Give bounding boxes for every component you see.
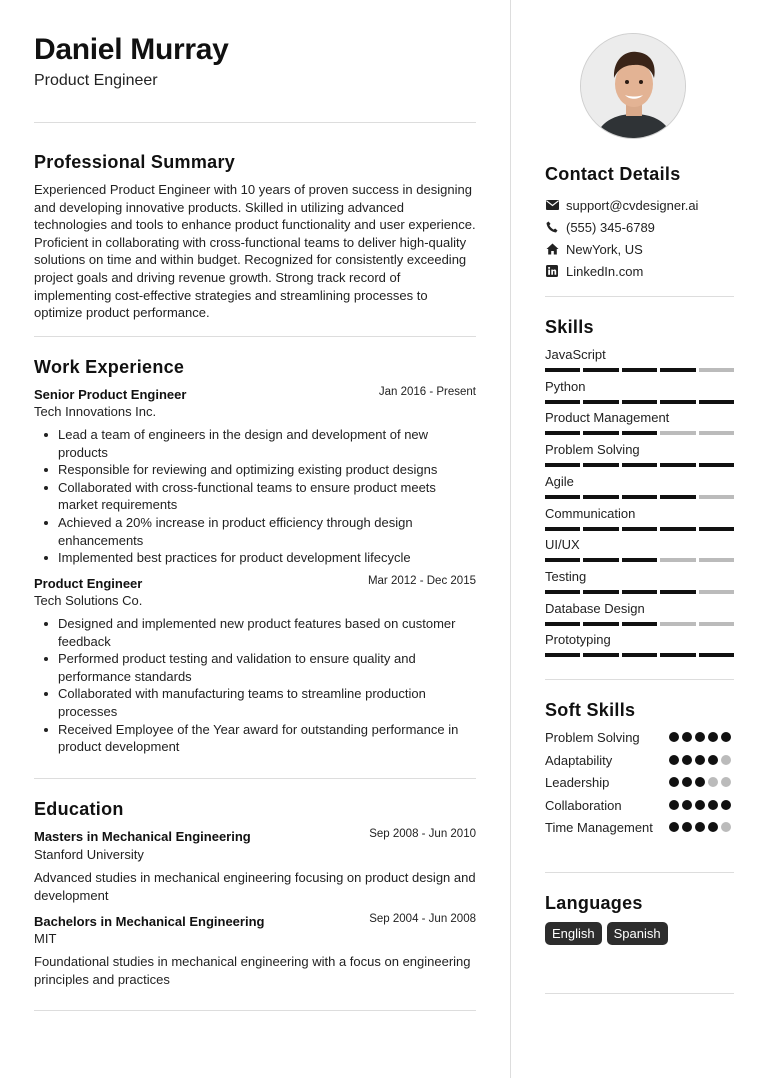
avatar — [580, 33, 686, 139]
skill-segment-filled — [583, 653, 618, 657]
avatar-portrait-icon — [581, 34, 686, 139]
work-divider — [34, 778, 476, 779]
rating-dot-empty — [721, 822, 731, 832]
summary-divider — [34, 336, 476, 337]
rating-dot-filled — [695, 822, 705, 832]
skill-segment-filled — [622, 400, 657, 404]
skill-segment-filled — [660, 527, 695, 531]
skill-segment-filled — [699, 527, 734, 531]
skill-segment-filled — [583, 495, 618, 499]
job-company-2: Tech Solutions Co. — [34, 593, 143, 608]
job-dates-2: Mar 2012 - Dec 2015 — [367, 575, 476, 587]
skill-segment-filled — [660, 653, 695, 657]
degree-1: Masters in Mechanical Engineering — [34, 829, 251, 844]
rating-dot-filled — [721, 800, 731, 810]
job-title-1: Senior Product Engineer — [34, 387, 187, 402]
list-item: Collaborated with manufacturing teams to streamline production processes — [58, 685, 476, 720]
soft-skill-rating — [669, 777, 731, 787]
rating-dot-filled — [695, 800, 705, 810]
list-item: Collaborated with cross-functional teams to ensure product meets market requirements — [58, 479, 476, 514]
language-pill: Spanish — [607, 922, 668, 945]
skill-segment-filled — [583, 590, 618, 594]
soft-skills-divider — [545, 872, 734, 873]
skill-segment-filled — [545, 495, 580, 499]
skill-name: Testing — [545, 568, 587, 584]
skill-segment-filled — [545, 653, 580, 657]
degree-desc-1: Advanced studies in mechanical engineering focusing on product design and development — [34, 870, 476, 903]
phone-icon — [545, 220, 559, 234]
list-item: Achieved a 20% increase in product efficiency through design enhancements — [58, 514, 476, 549]
skill-level-bar — [545, 590, 734, 594]
skill-segment-empty — [699, 431, 734, 435]
job-bullets-2 — [58, 615, 476, 756]
languages-heading: Languages — [545, 893, 643, 913]
list-item: Responsible for reviewing and optimizing existing product designs — [58, 461, 476, 479]
list-item: Implemented best practices for product development lifecycle — [58, 549, 476, 567]
language-pill: English — [545, 922, 602, 945]
candidate-name: Daniel Murray — [34, 33, 229, 66]
rating-dot-filled — [695, 755, 705, 765]
soft-skill-rating — [669, 800, 731, 810]
skills-divider — [545, 679, 734, 680]
skill-level-bar — [545, 463, 734, 467]
rating-dot-filled — [708, 755, 718, 765]
education-heading: Education — [34, 799, 124, 819]
skill-segment-filled — [545, 527, 580, 531]
rating-dot-filled — [669, 732, 679, 742]
soft-skills-heading: Soft Skills — [545, 700, 636, 720]
soft-skill-rating — [669, 732, 731, 742]
skill-name: Communication — [545, 505, 636, 521]
rating-dot-empty — [721, 755, 731, 765]
skill-level-bar — [545, 527, 734, 531]
job-title-2: Product Engineer — [34, 576, 143, 591]
rating-dot-filled — [682, 822, 692, 832]
candidate-title: Product Engineer — [34, 72, 158, 89]
skill-segment-filled — [660, 368, 695, 372]
rating-dot-filled — [669, 822, 679, 832]
rating-dot-filled — [669, 777, 679, 787]
contact-heading: Contact Details — [545, 164, 681, 184]
skill-name: Problem Solving — [545, 442, 640, 458]
skill-segment-filled — [583, 527, 618, 531]
rating-dot-filled — [682, 800, 692, 810]
header-divider — [34, 122, 476, 123]
skill-segment-filled — [583, 431, 618, 435]
rating-dot-empty — [721, 777, 731, 787]
summary-heading: Professional Summary — [34, 152, 236, 172]
skill-segment-empty — [699, 622, 734, 626]
soft-skill-name: Leadership — [545, 775, 610, 790]
rating-dot-filled — [708, 822, 718, 832]
summary-text: Experienced Product Engineer with 10 years of proven success in designing and developing innovative products. Skilled in utilizing advanced technologies and tools to enhance product functionality and user experience. Proficient in collaborating with cross-functional teams to deliver high-quality solutions on time and within budget. Recognized for consistently exceeding project goals and driving revenue growth. Strong track record of implementing cost-effective strategies and streamlining processes to optimize product performance. — [34, 182, 476, 321]
list-item: Lead a team of engineers in the design and development of new products — [58, 426, 476, 461]
rating-dot-filled — [682, 777, 692, 787]
skill-segment-empty — [660, 558, 695, 562]
skill-segment-filled — [545, 463, 580, 467]
envelope-icon — [545, 198, 559, 212]
soft-skill-rating — [669, 755, 731, 765]
education-divider — [34, 1010, 476, 1011]
skill-level-bar — [545, 495, 734, 499]
skill-segment-filled — [699, 400, 734, 404]
skill-segment-filled — [545, 558, 580, 562]
contact-location-text: NewYork, US — [566, 241, 643, 257]
contact-location — [545, 240, 643, 258]
rating-dot-filled — [695, 732, 705, 742]
skill-segment-filled — [545, 400, 580, 404]
skill-segment-filled — [622, 368, 657, 372]
skill-segment-filled — [583, 558, 618, 562]
soft-skill-name: Adaptability — [545, 753, 613, 768]
rating-dot-filled — [708, 800, 718, 810]
soft-skill-name: Collaboration — [545, 798, 622, 813]
skill-name: Database Design — [545, 600, 645, 616]
skill-segment-filled — [622, 590, 657, 594]
rating-dot-filled — [721, 732, 731, 742]
skill-name: JavaScript — [545, 347, 606, 362]
skill-segment-filled — [660, 495, 695, 499]
skill-level-bar — [545, 400, 734, 404]
skill-name: Prototyping — [545, 632, 611, 648]
soft-skill-name: Problem Solving — [545, 730, 640, 745]
contact-linkedin[interactable] — [545, 262, 643, 280]
list-item: Designed and implemented new product features based on customer feedback — [58, 615, 476, 650]
skill-name: Agile — [545, 473, 574, 489]
skill-segment-filled — [545, 590, 580, 594]
contact-email-text: support@cvdesigner.ai — [566, 197, 699, 213]
rating-dot-filled — [682, 755, 692, 765]
skill-segment-filled — [622, 653, 657, 657]
skill-segment-empty — [660, 622, 695, 626]
skill-name: UI/UX — [545, 537, 580, 553]
rating-dot-filled — [708, 732, 718, 742]
skill-segment-filled — [622, 622, 657, 626]
skill-segment-filled — [622, 463, 657, 467]
home-icon — [545, 242, 559, 256]
job-company-1: Tech Innovations Inc. — [34, 404, 157, 419]
degree-dates-2: Sep 2004 - Jun 2008 — [369, 913, 476, 925]
skill-segment-filled — [583, 463, 618, 467]
rating-dot-empty — [708, 777, 718, 787]
job-bullets-1 — [58, 426, 476, 567]
skill-level-bar — [545, 622, 734, 626]
skill-level-bar — [545, 558, 734, 562]
degree-desc-2: Foundational studies in mechanical engineering with a focus on engineering principles and practices — [34, 954, 471, 987]
skill-name: Product Management — [545, 410, 670, 426]
skill-segment-filled — [545, 431, 580, 435]
school-1: Stanford University — [34, 847, 144, 862]
skill-segment-empty — [699, 495, 734, 499]
rating-dot-filled — [682, 732, 692, 742]
skill-segment-empty — [699, 590, 734, 594]
skill-segment-filled — [622, 558, 657, 562]
skill-segment-filled — [699, 653, 734, 657]
column-divider — [510, 0, 511, 1078]
languages-divider — [545, 993, 734, 994]
school-2: MIT — [34, 931, 57, 946]
skill-level-bar — [545, 431, 734, 435]
rating-dot-filled — [695, 777, 705, 787]
skill-level-bar — [545, 653, 734, 657]
list-item: Received Employee of the Year award for outstanding performance in product development — [58, 721, 476, 756]
skill-segment-filled — [583, 622, 618, 626]
contact-linkedin-text: LinkedIn.com — [566, 263, 644, 279]
contact-phone-text: (555) 345-6789 — [566, 219, 655, 235]
skill-name: Python — [545, 378, 586, 394]
skill-segment-empty — [699, 368, 734, 372]
skill-segment-filled — [660, 463, 695, 467]
skill-segment-filled — [545, 368, 580, 372]
skill-segment-filled — [583, 400, 618, 404]
contact-divider — [545, 296, 734, 297]
linkedin-icon — [545, 264, 559, 278]
skill-segment-filled — [622, 431, 657, 435]
skill-segment-filled — [583, 368, 618, 372]
skill-segment-filled — [660, 400, 695, 404]
rating-dot-filled — [669, 800, 679, 810]
contact-email[interactable] — [545, 196, 698, 214]
skill-segment-filled — [622, 495, 657, 499]
rating-dot-filled — [669, 755, 679, 765]
soft-skill-name: Time Management — [545, 820, 653, 835]
skill-segment-empty — [699, 558, 734, 562]
list-item: Performed product testing and validation to ensure quality and performance standards — [58, 650, 476, 685]
job-dates-1: Jan 2016 - Present — [378, 386, 476, 398]
work-heading: Work Experience — [34, 357, 185, 377]
skill-segment-filled — [660, 590, 695, 594]
skills-heading: Skills — [545, 317, 594, 337]
degree-dates-1: Sep 2008 - Jun 2010 — [369, 828, 476, 840]
contact-phone[interactable] — [545, 218, 655, 236]
soft-skill-rating — [669, 822, 731, 832]
skill-level-bar — [545, 368, 734, 372]
skill-segment-filled — [699, 463, 734, 467]
degree-2: Bachelors in Mechanical Engineering — [34, 914, 265, 929]
skill-segment-empty — [660, 431, 695, 435]
languages-list — [545, 922, 668, 945]
skill-segment-filled — [622, 527, 657, 531]
skill-segment-filled — [545, 622, 580, 626]
